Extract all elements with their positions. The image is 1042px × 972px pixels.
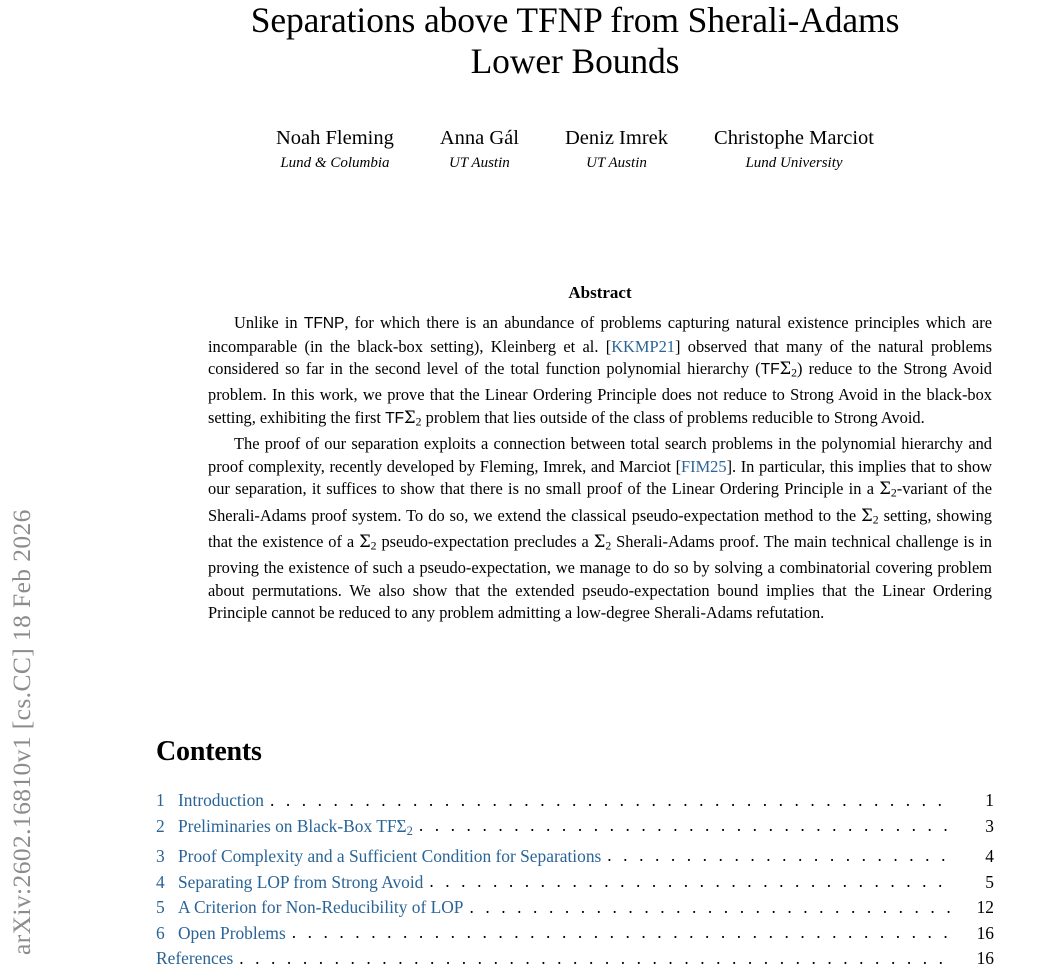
title-block <box>156 0 994 82</box>
author-name: Anna Gál <box>439 127 519 149</box>
toc-entry-criterion[interactable] <box>156 895 994 921</box>
toc-dot-leader <box>429 869 950 895</box>
table-of-contents <box>156 788 994 972</box>
toc-label[interactable]: Proof Complexity and a Sufficient Condition for Separations <box>178 845 602 866</box>
toc-page-number: 4 <box>985 845 994 866</box>
toc-label[interactable] <box>178 814 419 844</box>
citation-link-fim25[interactable]: FIM25 <box>681 456 727 476</box>
abstract-text: problem that lies outside of the class of problems reducible to Strong Avoid. <box>421 407 925 427</box>
toc-number: 3 <box>156 845 165 866</box>
abstract-text: pseudo-expectation precludes a <box>376 531 594 551</box>
toc-entry-open-problems[interactable] <box>156 921 994 947</box>
toc-entry-proof-complexity[interactable] <box>156 844 994 870</box>
sigma-subscript: 2 <box>890 485 897 500</box>
complexity-class-tf: TF <box>760 361 780 379</box>
sigma-subscript: 2 <box>791 365 798 380</box>
sigma-symbol: Σ <box>404 407 416 427</box>
contents-block <box>156 735 994 972</box>
toc-page-number: 1 <box>985 790 994 810</box>
abstract-text: , for which there is an abundance of problems capturing natural existence principles which are incomparable (in the black-box setting), Kleinberg et al. [ <box>208 313 992 356</box>
sigma-symbol: Σ <box>359 531 371 551</box>
toc-label[interactable]: References <box>156 948 234 969</box>
toc-label-text: Preliminaries on Black-Box TFΣ <box>178 815 407 836</box>
abstract-paragraph-2 <box>208 433 992 625</box>
citation-link-kkmp21[interactable]: KKMP21 <box>611 336 675 356</box>
abstract-text: -variant of the Sherali-Adams proof system. To do so, we extend the classical pseudo-expectation method to the <box>208 479 992 525</box>
abstract-text: ] observed that many of the natural problems considered so far in the second level of the total function polynomial hierarchy ( <box>208 336 992 379</box>
toc-label[interactable]: Separating LOP from Strong Avoid <box>178 871 424 892</box>
abstract-text: setting, showing that the existence of a <box>208 505 992 551</box>
author-entry <box>565 126 668 173</box>
author-name: Christophe Marciot <box>714 127 875 149</box>
toc-page-number: 16 <box>976 922 994 943</box>
abstract-text: The proof of our separation exploits a connection between total search problems in the polynomial hierarchy and proof complexity, recently developed by Fleming, Imrek, and Marciot [ <box>208 434 992 476</box>
toc-number: 5 <box>156 897 165 918</box>
toc-label[interactable]: A Criterion for Non-Reducibility of LOP <box>178 897 464 918</box>
toc-dot-leader <box>469 895 950 921</box>
toc-entry-separating-lop[interactable] <box>156 870 994 896</box>
author-entry <box>276 126 394 173</box>
abstract-text: ) reduce to the Strong Avoid problem. In this work, we prove that the Linear Ordering Principle does not reduce to Strong Avoid in the black-box setting, exhibiting the first <box>208 359 993 427</box>
toc-dot-leader <box>419 813 950 839</box>
page-title-line-1: Separations above TFNP from Sherali-Adams <box>250 0 900 40</box>
sigma-subscript: 2 <box>872 512 879 527</box>
toc-page-number: 3 <box>985 815 994 836</box>
sigma-subscript: 2 <box>605 538 612 553</box>
toc-page-number: 12 <box>976 897 994 918</box>
sigma-subscript: 2 <box>406 823 413 838</box>
abstract-block <box>208 283 992 625</box>
author-affiliation: UT Austin <box>449 155 510 171</box>
abstract-text: Unlike in <box>234 313 304 332</box>
sigma-symbol: Σ <box>861 505 873 525</box>
toc-number: 6 <box>156 922 165 943</box>
abstract-heading: Abstract <box>568 283 632 302</box>
author-name: Noah Fleming <box>275 127 394 149</box>
author-affiliation: UT Austin <box>586 155 647 171</box>
toc-label[interactable]: Open Problems <box>178 922 286 943</box>
toc-number: 1 <box>156 790 165 810</box>
toc-entry-references[interactable] <box>156 946 994 972</box>
sigma-symbol: Σ <box>593 531 606 551</box>
toc-number: 4 <box>156 871 165 892</box>
toc-page-number: 16 <box>976 948 994 969</box>
author-entry <box>714 126 874 173</box>
author-affiliation: Lund & Columbia <box>280 155 390 171</box>
sigma-subscript: 2 <box>415 414 422 429</box>
sigma-subscript: 2 <box>370 538 377 553</box>
toc-label[interactable]: Introduction <box>178 790 264 810</box>
toc-dot-leader <box>607 843 950 869</box>
toc-number: 2 <box>156 815 165 836</box>
sigma-symbol: Σ <box>779 359 792 379</box>
page-title-line-2: Lower Bounds <box>470 41 680 81</box>
author-entry <box>440 126 519 173</box>
complexity-class-tf: TF <box>385 409 405 427</box>
complexity-class-tfnp: TFNP <box>303 315 345 332</box>
contents-heading: Contents <box>156 736 262 767</box>
toc-dot-leader <box>270 788 950 814</box>
abstract-paragraph-1 <box>208 312 992 433</box>
author-affiliation: Lund University <box>745 155 843 171</box>
toc-entry-introduction[interactable] <box>156 788 994 814</box>
abstract-text: ]. In particular, this implies that to show our separation, it suffices to show that there is no small proof of the Linear Ordering Principle in a <box>208 456 992 499</box>
toc-page-number: 5 <box>985 871 994 892</box>
toc-entry-preliminaries[interactable] <box>156 814 994 844</box>
abstract-text: Sherali-Adams proof. The main technical challenge is in proving the existence of such a pseudo-expectation, we manage to do so by solving a combinatorial covering problem about permutations. We also show that the extended pseudo-expectation bound implies that the Linear Ordering Principle cannot be reduced to any problem admitting a low-degree Sherali-Adams refutation. <box>208 531 992 623</box>
sigma-symbol: Σ <box>879 479 891 499</box>
author-name: Deniz Imrek <box>564 127 669 149</box>
author-block <box>156 126 994 173</box>
toc-dot-leader <box>239 946 950 972</box>
arxiv-stamp-text: arXiv:2602.16810v1 [cs.CC] 18 Feb 2026 <box>7 509 36 955</box>
toc-dot-leader <box>292 920 950 946</box>
